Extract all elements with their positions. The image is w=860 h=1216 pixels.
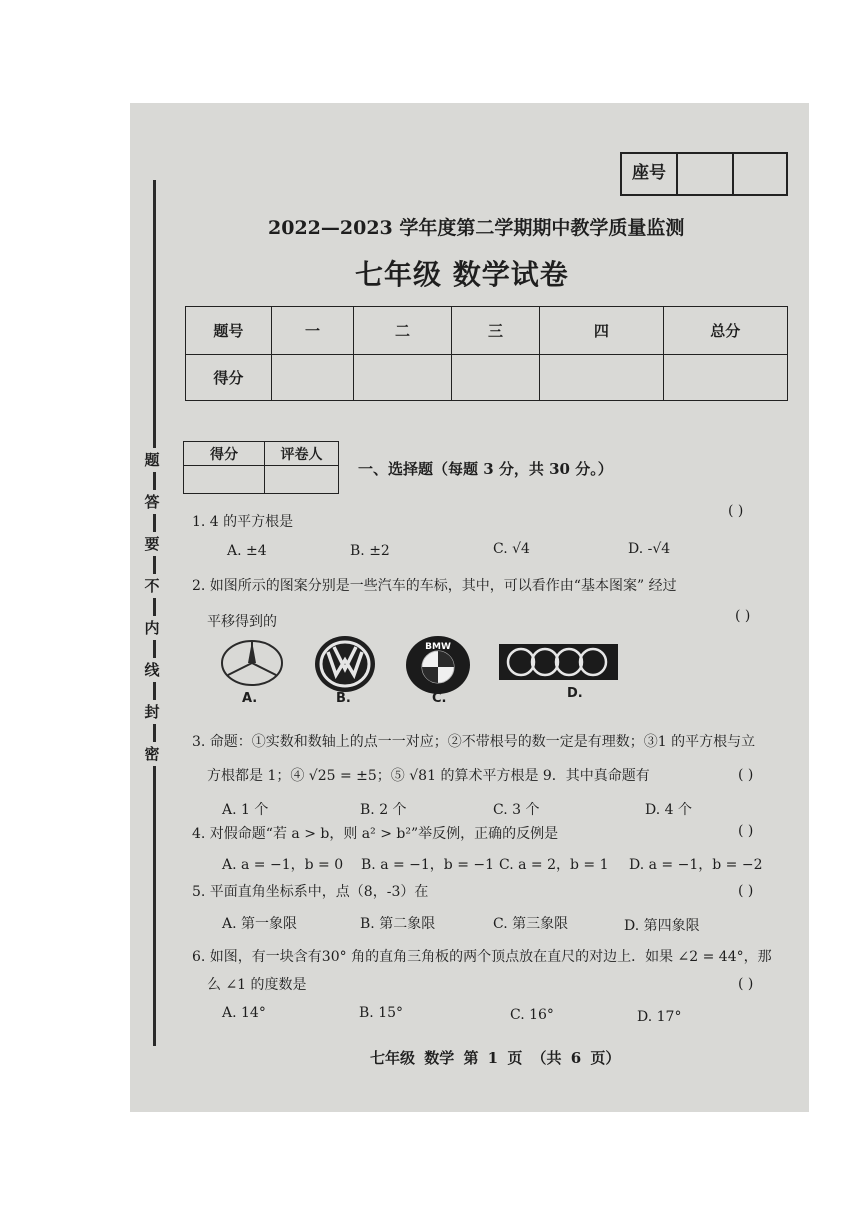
question-5-stem: 5. 平面直角坐标系中，点（8，-3）在 xyxy=(192,884,429,900)
score-cell xyxy=(451,355,540,401)
q4-option-c: C. a = 2，b = 1 xyxy=(499,857,609,873)
seal-char: 封 xyxy=(140,700,164,724)
q1-option-a: A. ±4 xyxy=(227,543,267,559)
question-3-stem-cont: 方根都是 1；④ √25 = ±5；⑤ √81 的算术平方根是 9．其中真命题有 xyxy=(207,768,650,784)
seat-number-box xyxy=(620,152,788,196)
logo-label-c: C. xyxy=(432,691,447,706)
grader-table xyxy=(183,441,339,494)
seat-label: 座号 xyxy=(622,154,678,194)
grader-header: 评卷人 xyxy=(265,442,339,466)
score-cell xyxy=(271,355,354,401)
exam-title: 2022—2023 学年度第二学期期中教学质量监测 xyxy=(268,217,685,239)
logo-label-b: B. xyxy=(336,691,351,706)
q5-option-c: C. 第三象限 xyxy=(493,916,569,932)
seal-char: 答 xyxy=(140,490,164,514)
score-header-cell: 四 xyxy=(540,307,663,355)
score-cell xyxy=(540,355,663,401)
grader-cell xyxy=(184,466,265,494)
answer-paren: ( ) xyxy=(738,767,754,783)
question-6-stem-cont: 么 ∠1 的度数是 xyxy=(207,977,307,993)
seal-char: 题 xyxy=(140,448,164,472)
answer-paren: ( ) xyxy=(738,823,754,839)
score-cell xyxy=(354,355,451,401)
q6-option-c: C. 16° xyxy=(510,1007,554,1023)
q4-option-b: B. a = −1，b = −1 xyxy=(361,857,495,873)
section-title: 一、选择题（每题 3 分，共 30 分。） xyxy=(358,460,613,478)
score-row-label: 得分 xyxy=(186,355,272,401)
seal-char: 线 xyxy=(140,658,164,682)
question-2-stem-cont: 平移得到的 xyxy=(207,614,277,630)
seal-char: 要 xyxy=(140,532,164,556)
q3-option-c: C. 3 个 xyxy=(493,802,540,818)
q6-option-b: B. 15° xyxy=(359,1005,404,1021)
score-header-cell: 题号 xyxy=(186,307,272,355)
answer-paren: ( ) xyxy=(735,608,751,624)
logo-label-d: D. xyxy=(567,686,583,701)
q6-option-d: D. 17° xyxy=(637,1009,682,1025)
q5-option-d: D. 第四象限 xyxy=(624,918,700,934)
seal-line xyxy=(153,180,156,1046)
question-1-stem: 1. 4 的平方根是 xyxy=(192,514,294,530)
mercedes-logo xyxy=(220,637,284,689)
score-header-cell: 总分 xyxy=(663,307,787,355)
volkswagen-logo xyxy=(314,635,376,693)
seal-char: 不 xyxy=(140,574,164,598)
q1-option-b: B. ±2 xyxy=(350,543,390,559)
q4-option-d: D. a = −1，b = −2 xyxy=(629,857,763,873)
q5-option-b: B. 第二象限 xyxy=(360,916,436,932)
score-header-cell: 三 xyxy=(451,307,540,355)
exam-page xyxy=(130,103,809,1112)
q5-option-a: A. 第一象限 xyxy=(222,916,298,932)
score-cell xyxy=(663,355,787,401)
grader-cell xyxy=(265,466,339,494)
q1-option-c: C. √4 xyxy=(493,541,530,557)
q3-option-d: D. 4 个 xyxy=(645,802,692,818)
seat-cell xyxy=(734,154,786,194)
logo-label-a: A. xyxy=(242,691,258,706)
q3-option-b: B. 2 个 xyxy=(360,802,407,818)
page-footer: 七年级 数学 第 1 页 （共 6 页） xyxy=(370,1049,621,1067)
bmw-text: BMW xyxy=(425,642,451,652)
answer-paren: ( ) xyxy=(728,503,744,519)
score-table xyxy=(185,306,788,401)
grader-header: 得分 xyxy=(184,442,265,466)
question-2-stem: 2. 如图所示的图案分别是一些汽车的车标，其中，可以看作由“基本图案” 经过 xyxy=(192,578,677,594)
question-4-stem: 4. 对假命题“若 a > b，则 a² > b²”举反例，正确的反例是 xyxy=(192,826,559,842)
bmw-logo xyxy=(405,635,471,695)
seal-char: 内 xyxy=(140,616,164,640)
seat-cell xyxy=(678,154,734,194)
exam-subtitle: 七年级 数学试卷 xyxy=(355,258,569,291)
q4-option-a: A. a = −1，b = 0 xyxy=(222,857,344,873)
question-6-stem: 6. 如图，有一块含有30° 角的直角三角板的两个顶点放在直尺的对边上．如果 ∠2 = 44°，那 xyxy=(192,949,772,965)
seal-char: 密 xyxy=(140,742,164,766)
answer-paren: ( ) xyxy=(738,883,754,899)
audi-logo xyxy=(499,644,618,680)
question-3-stem: 3. 命题：①实数和数轴上的点一一对应；②不带根号的数一定是有理数；③1 的平方根与立 xyxy=(192,734,756,750)
score-header-cell: 一 xyxy=(271,307,354,355)
q3-option-a: A. 1 个 xyxy=(222,802,269,818)
q1-option-d: D. -√4 xyxy=(628,541,671,557)
answer-paren: ( ) xyxy=(738,976,754,992)
score-header-cell: 二 xyxy=(354,307,451,355)
q6-option-a: A. 14° xyxy=(222,1005,266,1021)
